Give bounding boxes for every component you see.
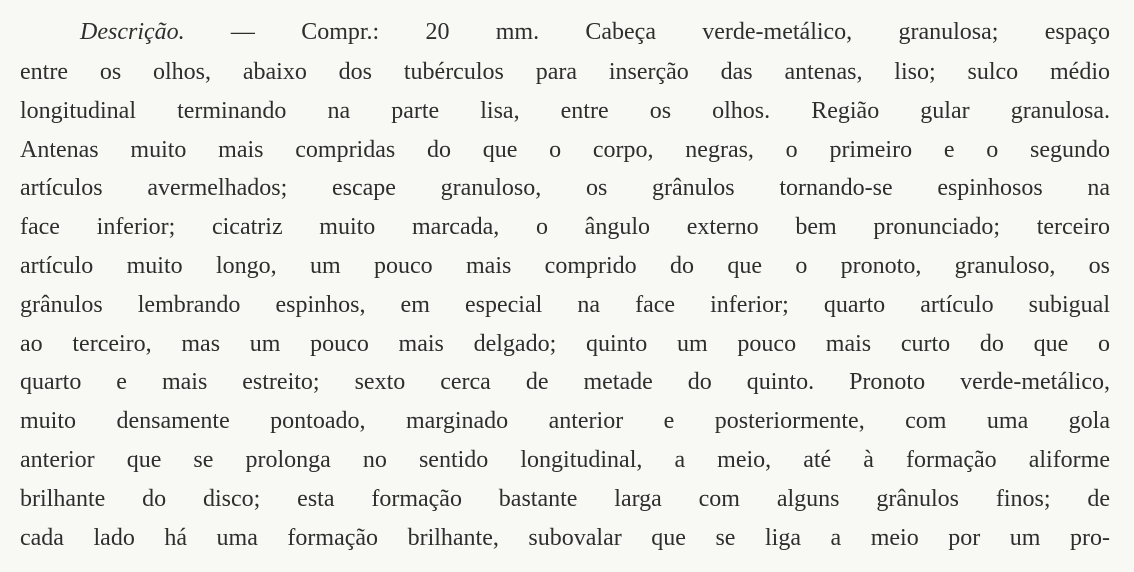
text-line-4: Antenas muito mais compridas do que o corpo, negras, o primeiro e o segundo (20, 137, 1110, 163)
text-line-7: artículo muito longo, um pouco mais comprido do que o pronoto, granuloso, os (20, 253, 1110, 279)
text-line-8: grânulos lembrando espinhos, em especial na face inferior; quarto artículo subigual (20, 292, 1110, 318)
text-line-10: quarto e mais estreito; sexto cerca de metade do quinto. Pronoto verde-metálico, (20, 369, 1110, 395)
text-line-1-rest: — Compr.: 20 mm. Cabeça verde-metálico, granulosa; espaço (184, 19, 1110, 45)
text-line-1 (80, 16, 1110, 48)
text-line-3: longitudinal terminando na parte lisa, entre os olhos. Região gular granulosa. (20, 98, 1110, 124)
text-line-13: brilhante do disco; esta formação bastante larga com alguns grânulos finos; de (20, 486, 1110, 512)
text-line-14: cada lado há uma formação brilhante, subovalar que se liga a meio por um pro- (20, 525, 1110, 551)
description-heading: Descrição. (80, 19, 185, 45)
text-line-2: entre os olhos, abaixo dos tubérculos para inserção das antenas, liso; sulco médio (20, 59, 1110, 85)
text-line-5: artículos avermelhados; escape granuloso, os grânulos tornando-se espinhosos na (20, 175, 1110, 201)
text-line-11: muito densamente pontoado, marginado anterior e posteriormente, com uma gola (20, 408, 1110, 434)
text-line-9: ao terceiro, mas um pouco mais delgado; quinto um pouco mais curto do que o (20, 331, 1110, 357)
text-line-6: face inferior; cicatriz muito marcada, o ângulo externo bem pronunciado; terceiro (20, 214, 1110, 240)
text-line-12: anterior que se prolonga no sentido longitudinal, a meio, até à formação aliforme (20, 447, 1110, 473)
